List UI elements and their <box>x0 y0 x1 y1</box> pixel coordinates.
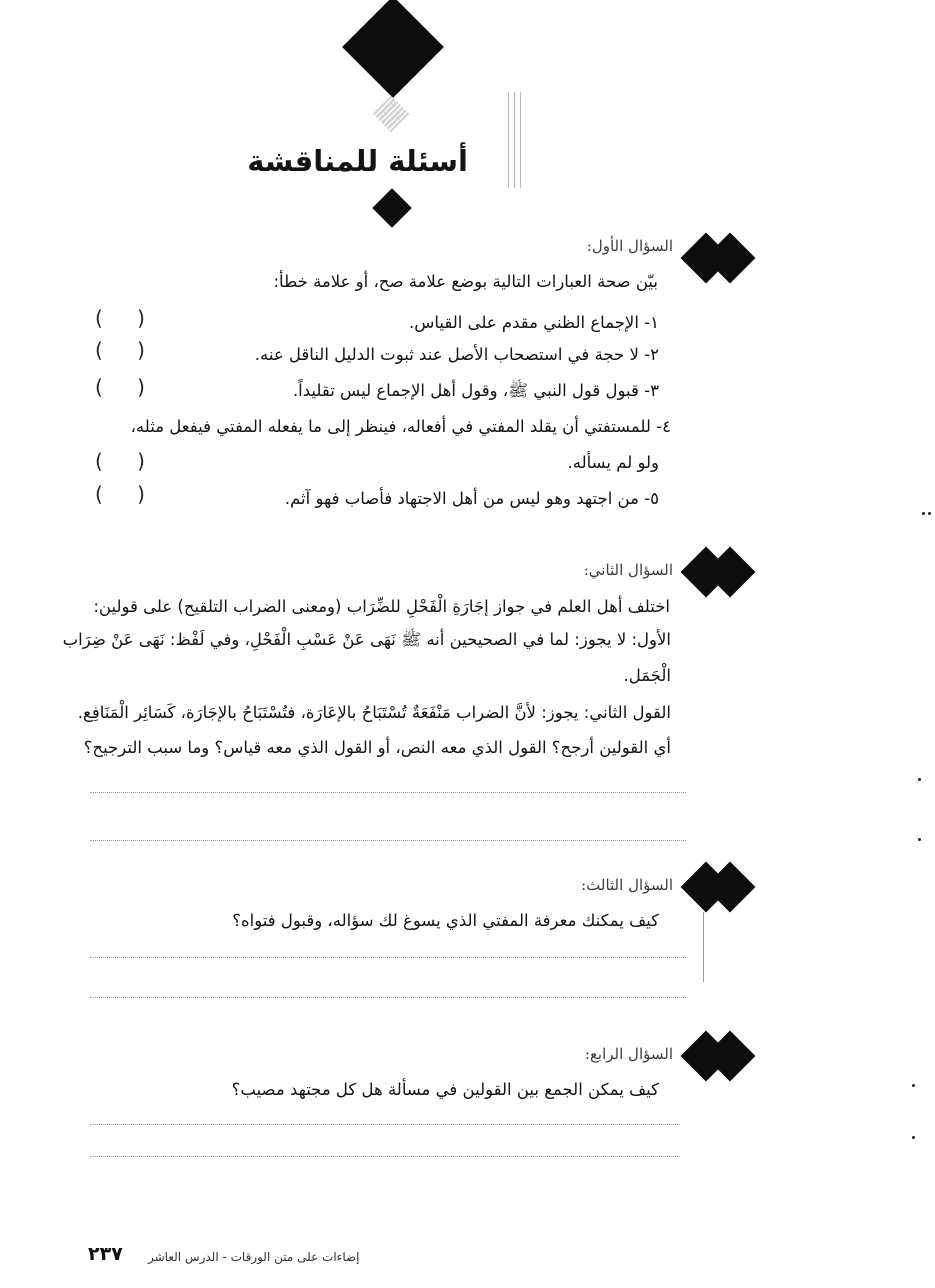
answer-line[interactable] <box>90 840 686 841</box>
question-2-line-5: أي القولين أرجح؟ القول الذي معه النص، أو القول الذي معه قياس؟ وما سبب الترجيح؟ <box>83 738 671 757</box>
question-4-text: كيف يمكن الجمع بين القولين في مسألة هل كل مجتهد مصيب؟ <box>231 1080 659 1099</box>
q1-statement-4: ٤- للمستفتي أن يقلد المفتي في أفعاله، فينظر إلى ما يفعله المفتي فيفعل مثله، <box>130 417 671 436</box>
answer-mark-box[interactable]: ( ) <box>95 338 159 362</box>
answer-box-edge <box>703 912 704 982</box>
answer-mark-box[interactable]: ( ) <box>95 449 159 473</box>
question-badge-icon <box>682 543 766 601</box>
question-2-line-2: الأول: لا يجوز: لما في الصحيحين أنه ﷺ نَهَى عَنْ عَسْبِ الْفَحْلِ، وفي لَفْظ: نَهَى عَنْ ضِرَاب <box>62 630 671 649</box>
header-vertical-rule <box>514 92 515 188</box>
q1-statement-5: ٥- من اجتهد وهو ليس من أهل الاجتهاد فأصاب فهو آثم. <box>284 489 659 508</box>
page-number: ٢٣٧ <box>88 1243 123 1265</box>
question-4-label: السؤال الرابع: <box>584 1045 673 1063</box>
answer-mark-box[interactable]: ( ) <box>95 306 159 330</box>
question-badge-icon <box>682 229 766 287</box>
question-3-text: كيف يمكنك معرفة المفتي الذي يسوغ لك سؤاله، وقبول فتواه؟ <box>232 911 659 930</box>
answer-line[interactable] <box>90 957 686 958</box>
scan-speck <box>928 512 931 515</box>
title-diamond-ornament <box>372 188 412 228</box>
header-vertical-rule <box>508 92 509 188</box>
answer-mark-box[interactable]: ( ) <box>95 375 159 399</box>
q1-statement-3: ٣- قبول قول النبي ﷺ، وقول أهل الإجماع ليس تقليداً. <box>292 381 659 400</box>
answer-mark-box[interactable]: ( ) <box>95 482 159 506</box>
scan-speck <box>922 512 925 515</box>
answer-line[interactable] <box>90 997 686 998</box>
question-2-line-3: الْجَمَل. <box>623 666 671 685</box>
scan-speck <box>912 1084 915 1087</box>
question-2-line-1: اختلف أهل العلم في جواز إجَارَةِ الْفَحْلِ للضِّرَاب (ومعنى الضراب التلقيح) على قولين: <box>93 597 670 616</box>
question-badge-icon <box>682 858 766 916</box>
q1-statement-1: ١- الإجماع الظني مقدم على القياس. <box>408 313 659 332</box>
question-badge-icon <box>682 1027 766 1085</box>
question-1-label: السؤال الأول: <box>586 237 673 255</box>
header-faint-diamond-ornament <box>373 96 410 133</box>
q1-statement-4-continued: ولو لم يسأله. <box>567 453 659 472</box>
page-title: أسئلة للمناقشة <box>247 144 468 178</box>
scan-speck <box>912 1136 915 1139</box>
q1-statement-2: ٢- لا حجة في استصحاب الأصل عند ثبوت الدليل الناقل عنه. <box>254 345 659 364</box>
header-vertical-rule <box>520 92 521 188</box>
question-2-line-4: القول الثاني: يجوز: لأنَّ الضراب مَنْفَعَةٌ تُسْتَبَاحُ بالإعَارَة، فتُسْتَبَاحُ بالإجَارَة، كَسَائِر الْمَنَافِع. <box>77 703 671 722</box>
question-2-label: السؤال الثاني: <box>583 561 673 579</box>
answer-line[interactable] <box>90 1124 680 1125</box>
header-large-diamond-ornament <box>342 0 444 98</box>
scan-speck <box>918 778 921 781</box>
answer-line[interactable] <box>90 1156 680 1157</box>
answer-line[interactable] <box>90 792 686 793</box>
question-1-intro: بيّن صحة العبارات التالية بوضع علامة صح، أو علامة خطأ: <box>273 272 658 291</box>
question-3-label: السؤال الثالث: <box>581 876 673 894</box>
scan-speck <box>918 838 921 841</box>
running-footer-title: إضاءات على متن الورقات - الدرس العاشر <box>148 1250 360 1264</box>
